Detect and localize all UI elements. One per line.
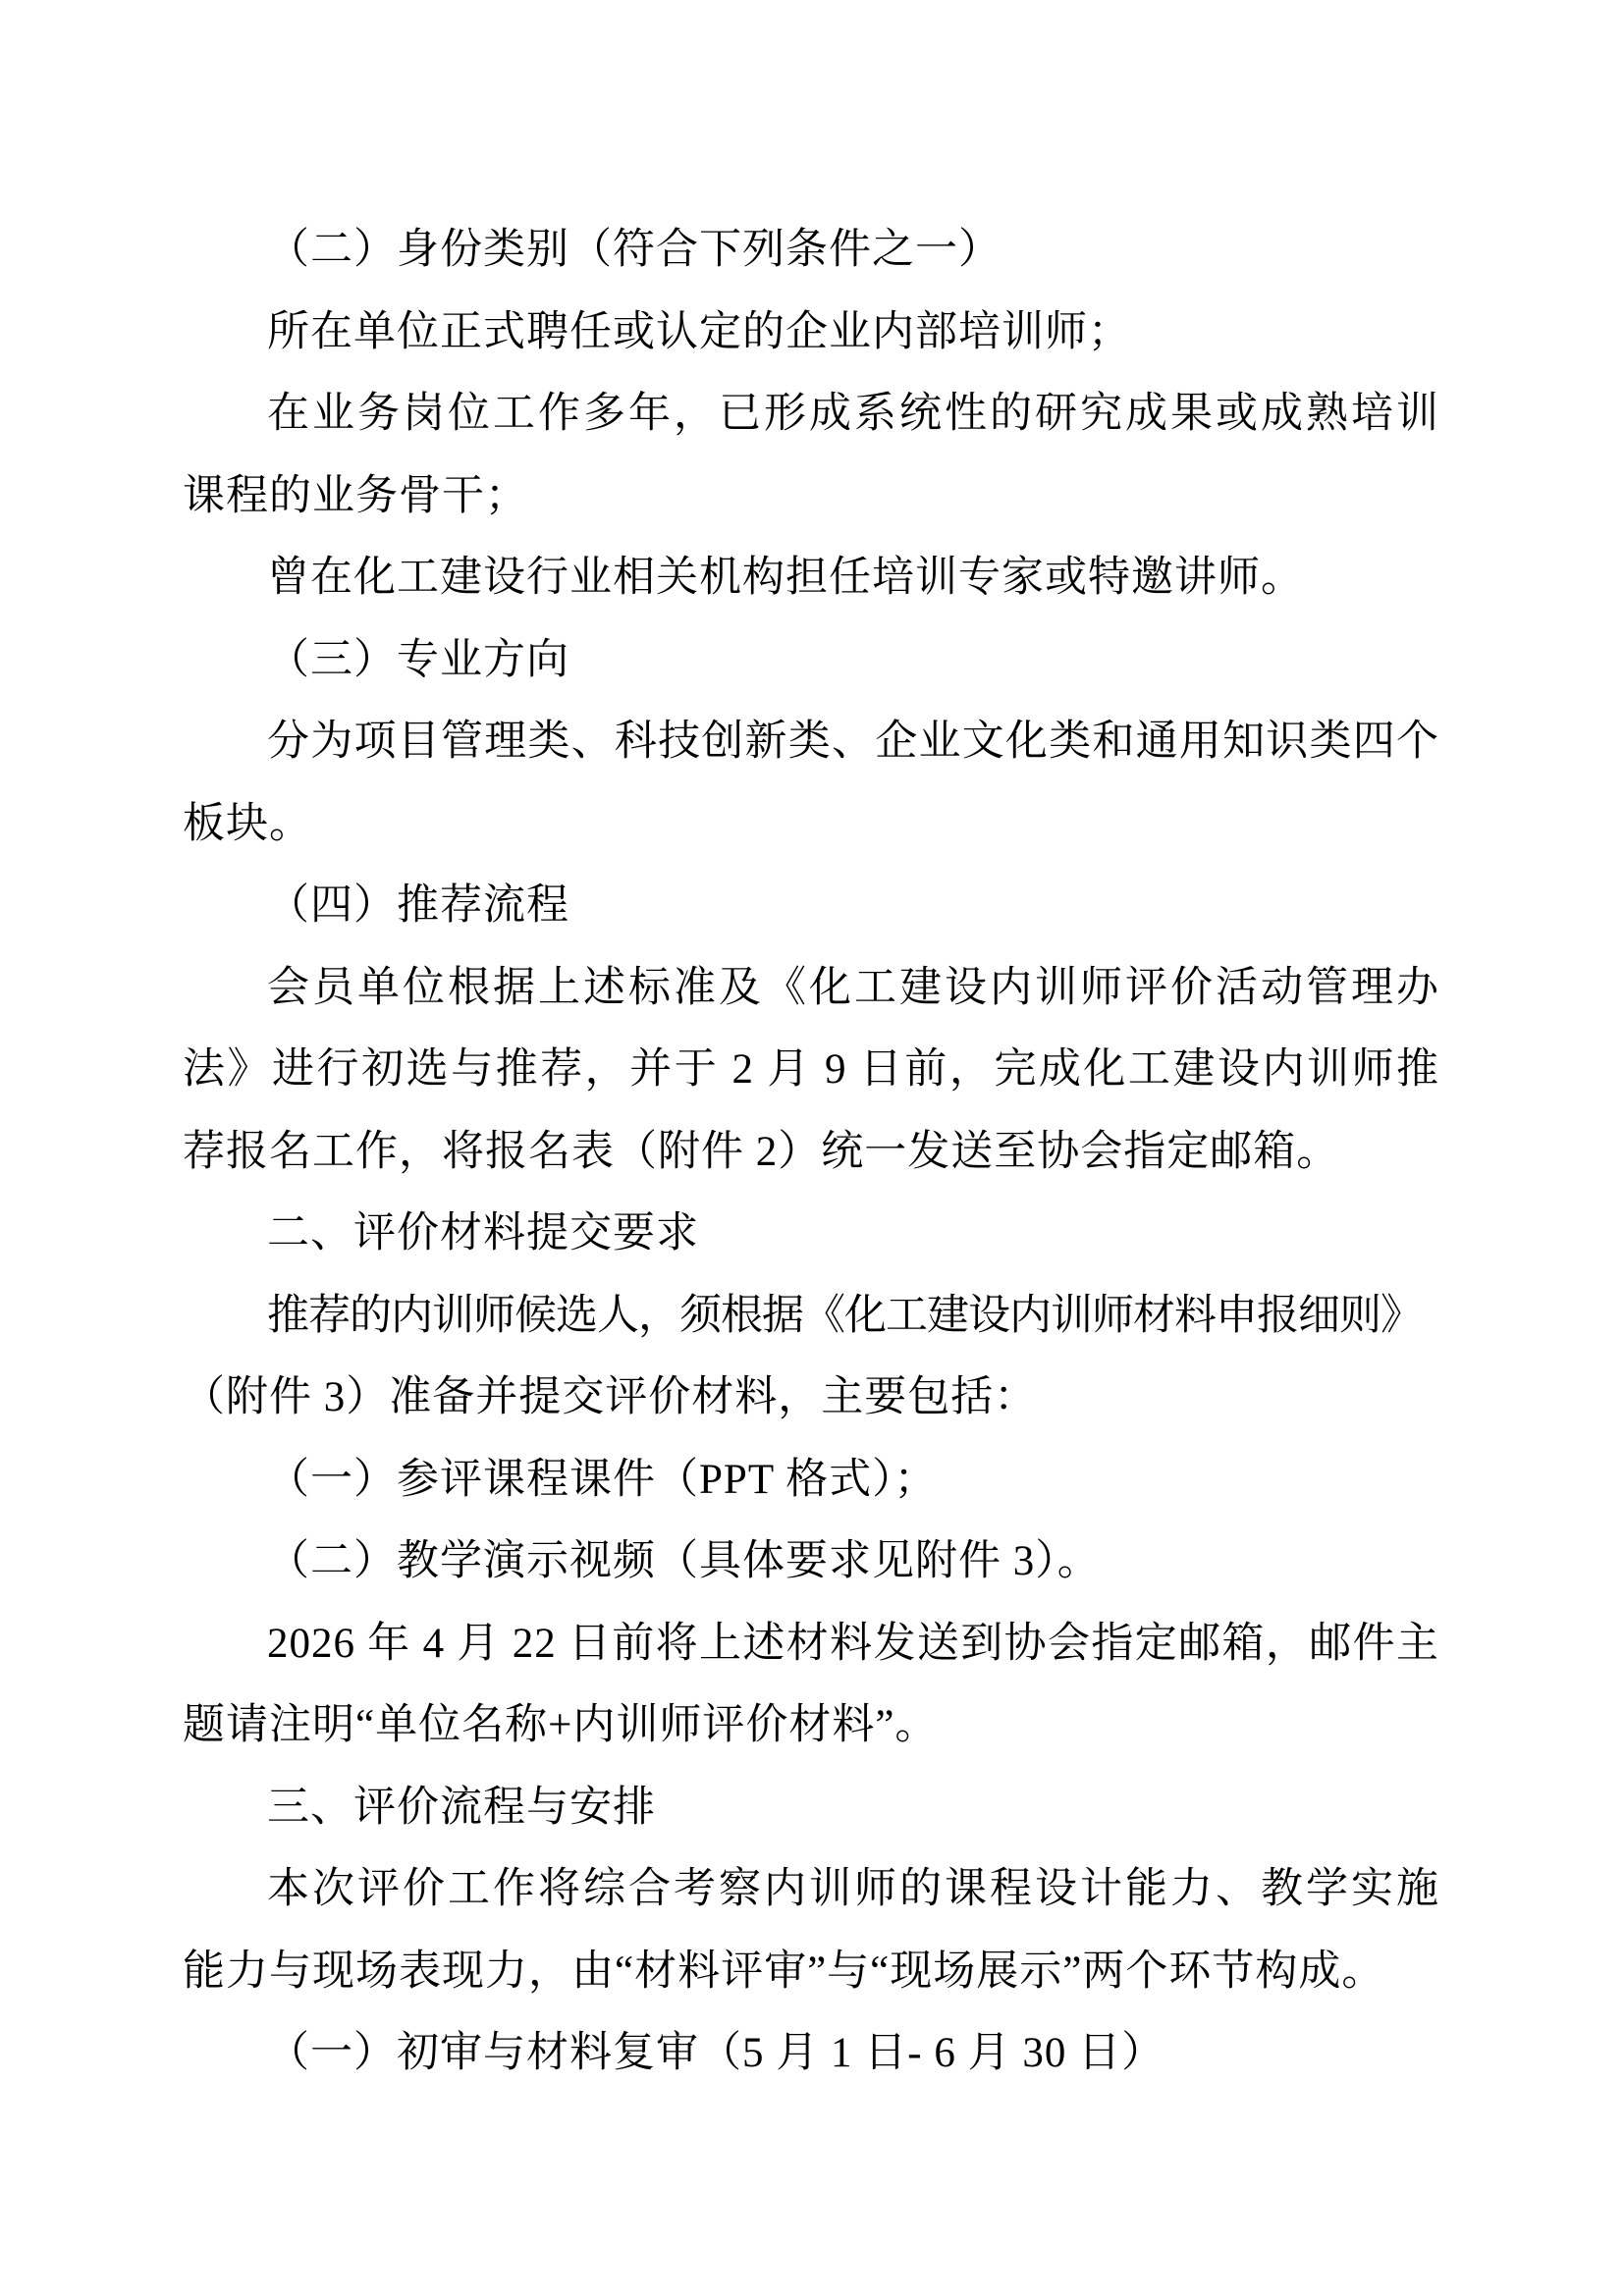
document-line: 二、评价材料提交要求 <box>267 1210 699 1256</box>
document-line: （一）初审与材料复审（5 月 1 日- 6 月 30 日） <box>267 2030 1165 2076</box>
document-line: （附件 3）准备并提交评价材料，主要包括： <box>183 1374 1038 1420</box>
document-line: （二）身份类别（符合下列条件之一） <box>267 227 1001 273</box>
document-text-block <box>183 209 1439 2095</box>
document-line: 题请注明“单位名称+内训师评价材料”。 <box>183 1702 939 1748</box>
document-line: （二）教学演示视频（具体要求见附件 3）。 <box>267 1538 1101 1584</box>
document-line: 荐报名工作，将报名表（附件 2）统一发送至协会指定邮箱。 <box>183 1128 1340 1175</box>
document-line: 曾在化工建设行业相关机构担任培训专家或特邀讲师。 <box>267 555 1304 601</box>
document-line: （四）推荐流程 <box>267 882 569 929</box>
document-line: 推荐的内训师候选人，须根据《化工建设内训师材料申报细则》 <box>267 1292 1422 1339</box>
document-line: 板块。 <box>183 800 312 847</box>
document-line: 所在单位正式聘任或认定的企业内部培训师； <box>267 308 1131 355</box>
document-line: 会员单位根据上述标准及《化工建设内训师评价活动管理办 <box>267 964 1439 1011</box>
document-line: 2026 年 4 月 22 日前将上述材料发送到协会指定邮箱，邮件主 <box>267 1620 1439 1667</box>
document-line: 法》进行初选与推荐，并于 2 月 9 日前，完成化工建设内训师推 <box>183 1046 1439 1093</box>
document-line: 在业务岗位工作多年，已形成系统性的研究成果或成熟培训 <box>267 391 1439 437</box>
document-line: 分为项目管理类、科技创新类、企业文化类和通用知识类四个 <box>267 719 1439 765</box>
document-line: 三、评价流程与安排 <box>267 1784 656 1831</box>
document-line: 课程的业务骨干； <box>183 472 528 519</box>
document-line: （一）参评课程课件（PPT 格式）； <box>267 1456 938 1503</box>
document-line: 本次评价工作将综合考察内训师的课程设计能力、教学实施 <box>267 1866 1439 1912</box>
document-line: 能力与现场表现力，由“材料评审”与“现场展示”两个环节构成。 <box>183 1948 1385 1995</box>
document-line: （三）专业方向 <box>267 636 569 683</box>
